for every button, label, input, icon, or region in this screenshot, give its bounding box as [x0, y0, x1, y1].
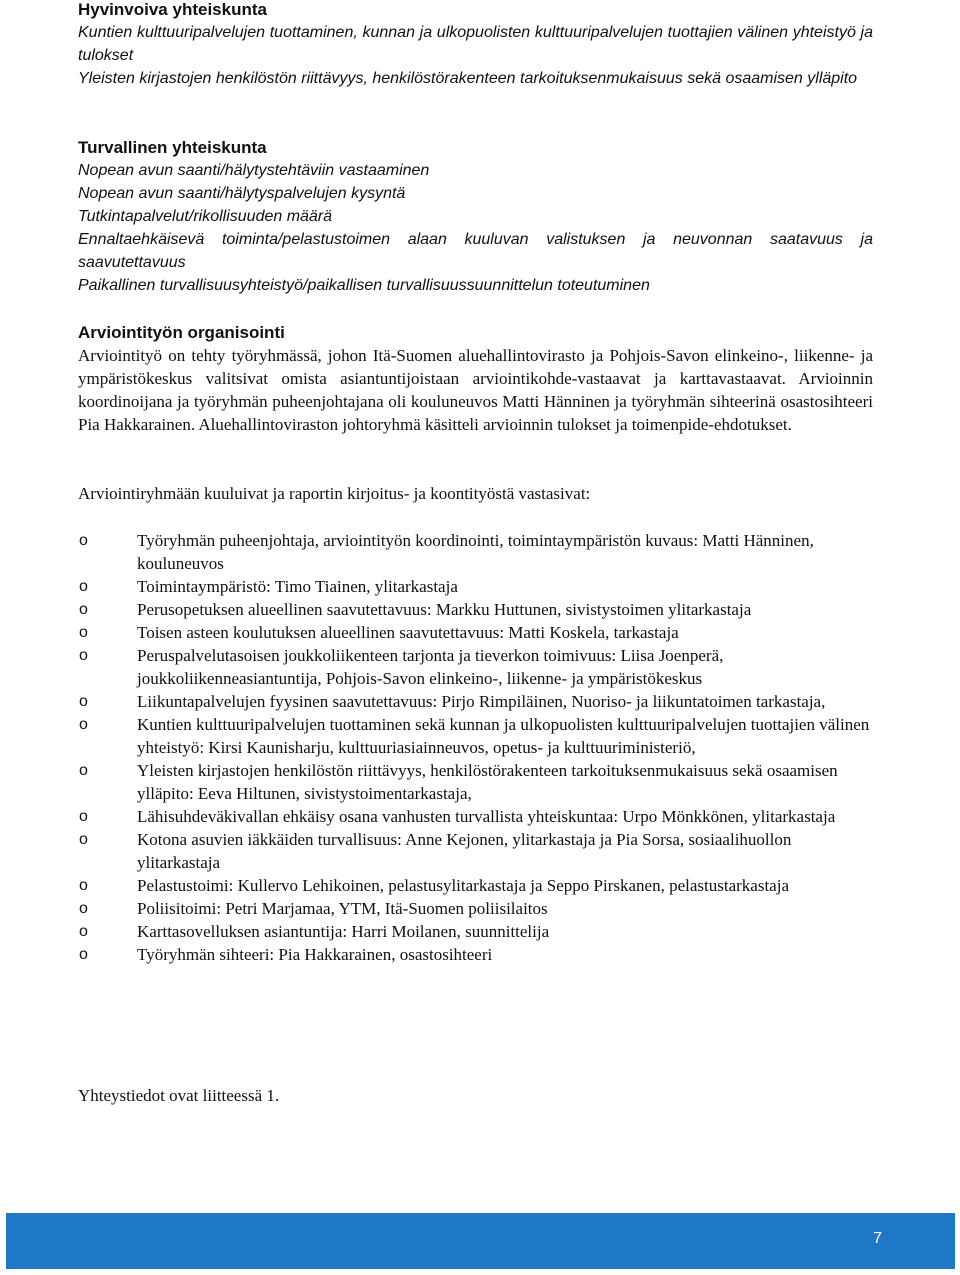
member-text: Lähisuhdeväkivallan ehkäisy osana vanhusten turvallista yhteiskuntaa: Urpo Mönkkönen, ylitarkastaja	[137, 807, 836, 826]
topic-line: Tutkintapalvelut/rikollisuuden määrä	[78, 208, 333, 225]
members-list	[78, 529, 873, 966]
bullet-icon: o	[79, 647, 88, 664]
member-text: Pelastustoimi: Kullervo Lehikoinen, pelastusylitarkastaja ja Seppo Pirskanen, pelastustarkastaja	[137, 876, 789, 895]
topic-line: Nopean avun saanti/hälytyspalvelujen kysyntä	[78, 185, 406, 202]
list-item	[78, 690, 873, 713]
topic-line: Paikallinen turvallisuusyhteistyö/paikallisen turvallisuussuunnittelun toteutuminen	[78, 277, 650, 294]
bullet-icon: o	[79, 877, 88, 894]
list-item	[78, 644, 873, 690]
section-heading: Turvallinen yhteiskunta	[78, 138, 267, 157]
list-item	[78, 759, 873, 805]
section-arviointityon-organisointi	[78, 321, 873, 436]
member-text: Toisen asteen koulutuksen alueellinen saavutettavuus: Matti Koskela, tarkastaja	[137, 623, 679, 642]
section-hyvinvoiva-yhteiskunta	[78, 0, 873, 90]
list-item	[78, 920, 873, 943]
bullet-icon: o	[79, 532, 88, 549]
member-text: Yleisten kirjastojen henkilöstön riittävyys, henkilöstörakenteen tarkoituksenmukaisuus sekä osaamisen ylläpito: Eeva Hiltunen, sivistystoimentarkastaja,	[137, 761, 838, 803]
bullet-icon: o	[79, 900, 88, 917]
member-text: Työryhmän sihteeri: Pia Hakkarainen, osastosihteeri	[137, 945, 493, 964]
member-text: Työryhmän puheenjohtaja, arviointityön koordinointi, toimintaympäristön kuvaus: Matti Hänninen, kouluneuvos	[137, 531, 814, 573]
bullet-icon: o	[79, 946, 88, 963]
members-intro: Arviointiryhmään kuuluivat ja raportin kirjoitus- ja koontityöstä vastasivat:	[78, 484, 591, 503]
list-item	[78, 575, 873, 598]
page-number: 7	[873, 1230, 882, 1247]
bullet-icon: o	[79, 808, 88, 825]
section-heading: Arviointityön organisointi	[78, 323, 285, 342]
list-item	[78, 828, 873, 874]
bullet-icon: o	[79, 693, 88, 710]
topic-line: Kuntien kulttuuripalvelujen tuottaminen, kunnan ja ulkopuolisten kulttuuripalvelujen tuottajien välinen yhteistyö ja tulokset	[78, 24, 873, 64]
member-text: Liikuntapalvelujen fyysinen saavutettavuus: Pirjo Rimpiläinen, Nuoriso- ja liikuntatoimen tarkastaja,	[137, 692, 826, 711]
list-item	[78, 713, 873, 759]
section-turvallinen-yhteiskunta	[78, 136, 873, 297]
member-text: Karttasovelluksen asiantuntija: Harri Moilanen, suunnittelija	[137, 922, 550, 941]
section-heading: Hyvinvoiva yhteiskunta	[78, 0, 267, 19]
bullet-icon: o	[79, 601, 88, 618]
topic-line: Yleisten kirjastojen henkilöstön riittävyys, henkilöstörakenteen tarkoituksenmukaisuus sekä osaamisen ylläpito	[78, 70, 858, 87]
member-text: Poliisitoimi: Petri Marjamaa, YTM, Itä-Suomen poliisilaitos	[137, 899, 548, 918]
member-text: Toimintaympäristö: Timo Tiainen, ylitarkastaja	[137, 577, 458, 596]
list-item	[78, 529, 873, 575]
list-item	[78, 897, 873, 920]
list-item	[78, 598, 873, 621]
member-text: Kuntien kulttuuripalvelujen tuottaminen sekä kunnan ja ulkopuolisten kulttuuripalvelujen tuottajien välinen yhteistyö: Kirsi Kaunisharju, kulttuuriasiainneuvos, opetus- ja kulttuuriministeriö,	[137, 715, 870, 757]
list-item	[78, 943, 873, 966]
list-item	[78, 621, 873, 644]
bullet-icon: o	[79, 831, 88, 848]
member-text: Peruspalvelutasoisen joukkoliikenteen tarjonta ja tieverkon toimivuus: Liisa Joenperä, joukkoliikenneasiantuntija, Pohjois-Savon elinkeino-, liikenne- ja ympäristökeskus	[137, 646, 724, 688]
bullet-icon: o	[79, 923, 88, 940]
topic-line: Nopean avun saanti/hälytystehtäviin vastaaminen	[78, 162, 430, 179]
contacts-note: Yhteystiedot ovat liitteessä 1.	[78, 1086, 280, 1105]
member-text: Kotona asuvien iäkkäiden turvallisuus: Anne Kejonen, ylitarkastaja ja Pia Sorsa, sosiaalihuollon ylitarkastaja	[137, 830, 792, 872]
organisation-paragraph: Arviointityö on tehty työryhmässä, johon Itä-Suomen aluehallintovirasto ja Pohjois-Savon elinkeino-, liikenne- ja ympäristökeskus valitsivat omista asiantuntijoistaan arviointikohde-vastaavat ja karttavastaavat. Arvioinnin koordinoijana ja työryhmän puheenjohtajana oli kouluneuvos Matti Hänninen ja työryhmän sihteerinä osastosihteeri Pia Hakkarainen. Aluehallintoviraston johtoryhmä käsitteli arvioinnin tulokset ja toimenpide-ehdotukset.	[78, 346, 873, 434]
bullet-icon: o	[79, 624, 88, 641]
bullet-icon: o	[79, 716, 88, 733]
list-item	[78, 874, 873, 897]
bullet-icon: o	[79, 762, 88, 779]
member-text: Perusopetuksen alueellinen saavutettavuus: Markku Huttunen, sivistystoimen ylitarkastaja	[137, 600, 752, 619]
footer-bar	[6, 1213, 955, 1269]
list-item	[78, 805, 873, 828]
topic-line: Ennaltaehkäisevä toiminta/pelastustoimen alaan kuuluvan valistuksen ja neuvonnan saatavuus ja saavutettavuus	[78, 231, 873, 271]
bullet-icon: o	[79, 578, 88, 595]
